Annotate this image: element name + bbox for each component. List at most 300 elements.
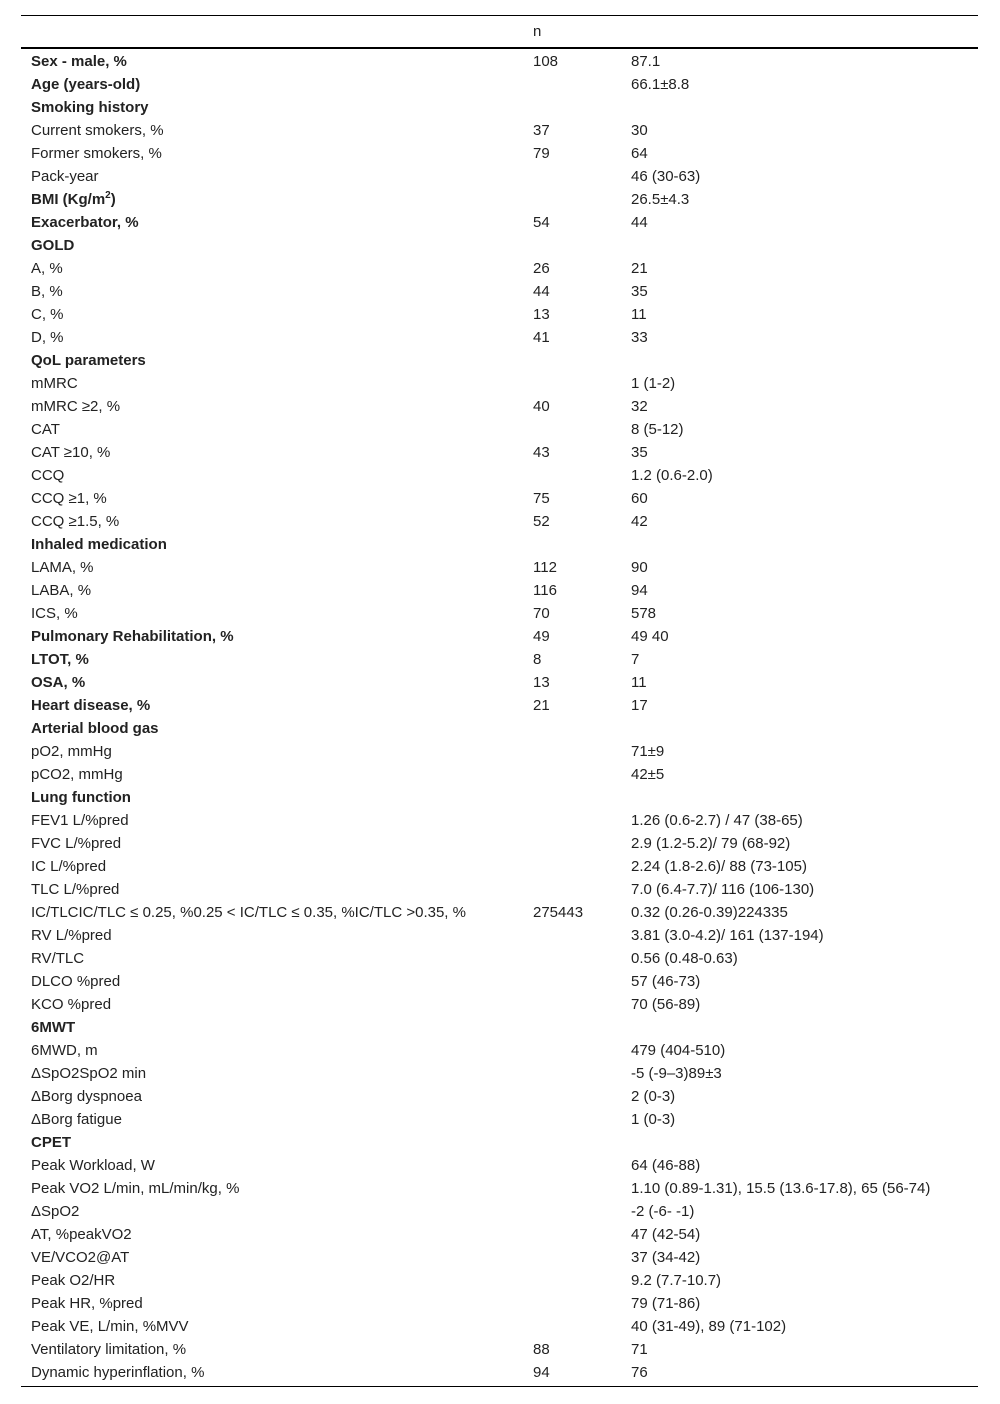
row-label-text: KCO %pred [31,996,112,1013]
row-n [523,96,621,119]
header-cell-label [21,16,523,49]
table-row [21,464,978,487]
row-label [21,832,523,855]
row-n: 40 [533,398,550,415]
row-label [21,165,523,188]
table-row [21,648,978,671]
row-label-text: Sex - male, % [31,53,127,70]
row-label [21,717,523,740]
table-row [21,855,978,878]
table-row [21,993,978,1016]
characteristics-table [21,15,978,1387]
row-value [621,349,978,372]
row-n: 13 [533,674,550,691]
row-n: 75 [533,490,550,507]
row-label [21,96,523,119]
row-n: 94 [533,1364,550,1381]
row-value [621,96,978,119]
row-value: 37 (34-42) [631,1249,701,1266]
table-row [21,1246,978,1269]
row-n: 37 [533,122,550,139]
table-row [21,878,978,901]
row-label [21,786,523,809]
row-n: 116 [533,582,557,599]
row-label-text: Dynamic hyperinflation, % [31,1364,205,1381]
row-label-text: A, % [31,260,63,277]
row-label [21,395,523,418]
row-n: 8 [533,651,542,668]
table-row [21,1338,978,1361]
row-n [523,878,621,901]
row-label-text: Age (years-old) [31,76,141,93]
row-label-text: VE/VCO2@AT [31,1249,130,1266]
table-row [21,96,978,119]
row-label [21,1338,523,1361]
row-n [523,1039,621,1062]
row-label [21,970,523,993]
row-n [523,1292,621,1315]
table-row [21,832,978,855]
row-label-text: Lung function [31,789,131,806]
table-row [21,1361,978,1387]
row-n: 26 [533,260,550,277]
table-row [21,257,978,280]
row-value: 35 [631,444,648,461]
table-row [21,188,978,211]
row-label [21,142,523,165]
row-label [21,188,523,211]
row-n [523,1246,621,1269]
row-n: 21 [533,697,550,714]
row-label-text: BMI (Kg/m [31,191,106,208]
row-label [21,1062,523,1085]
row-label-text: CAT [31,421,60,438]
row-label [21,924,523,947]
row-value: 2 (0-3) [631,1088,676,1105]
row-n: 49 [533,628,550,645]
table-row [21,73,978,96]
row-label [21,1131,523,1154]
row-n [523,832,621,855]
row-label-text: mMRC ≥2, % [31,398,121,415]
row-label [21,1177,523,1200]
row-label [21,533,523,556]
row-value: 1.10 (0.89-1.31), 15.5 (13.6-17.8), 65 (56-74) [631,1180,931,1197]
row-value: 2.24 (1.8-2.6)/ 88 (73-105) [631,858,807,875]
row-label-text: ΔBorg dyspnoea [31,1088,142,1105]
row-n [523,855,621,878]
table-row [21,579,978,602]
row-label [21,510,523,533]
row-label [21,1361,523,1387]
row-label-text: LAMA, % [31,559,94,576]
row-value: 44 [631,214,648,231]
row-value: 33 [631,329,648,346]
row-value: 49 40 [631,628,669,645]
row-n: 112 [533,559,557,576]
table-row [21,1269,978,1292]
row-label-text: CCQ ≥1.5, % [31,513,120,530]
row-n: 52 [533,513,550,530]
table-row [21,947,978,970]
row-n [523,1085,621,1108]
row-value: 79 (71-86) [631,1295,701,1312]
row-label [21,809,523,832]
row-label [21,234,523,257]
header-cell-n: n [533,23,542,40]
table-row [21,1131,978,1154]
table-row [21,786,978,809]
table-row [21,1085,978,1108]
row-label-text: Heart disease, % [31,697,151,714]
row-label-text: C, % [31,306,64,323]
table-row [21,280,978,303]
row-label-text: Pulmonary Rehabilitation, % [31,628,234,645]
row-label-text: OSA, % [31,674,86,691]
row-value: 21 [631,260,648,277]
table-row [21,1223,978,1246]
table-row [21,556,978,579]
row-label [21,648,523,671]
row-label [21,1039,523,1062]
row-label-text: CAT ≥10, % [31,444,111,461]
characteristics-table-container [21,15,978,1387]
row-n [523,1223,621,1246]
row-label [21,418,523,441]
row-label-text: LTOT, % [31,651,89,668]
row-label-text: ICS, % [31,605,78,622]
row-value [621,717,978,740]
row-n [523,372,621,395]
row-n [523,464,621,487]
row-label [21,1154,523,1177]
row-n [523,740,621,763]
row-label [21,1108,523,1131]
table-row [21,165,978,188]
row-label [21,625,523,648]
row-value: 40 (31-49), 89 (71-102) [631,1318,787,1335]
row-label-text: Peak VE, L/min, %MVV [31,1318,189,1335]
row-n: 108 [533,53,559,70]
row-label-text: TLC L/%pred [31,881,120,898]
row-label-text: CPET [31,1134,72,1151]
row-label-text: ΔSpO2SpO2 min [31,1065,147,1082]
table-header [21,16,978,49]
row-n [523,1131,621,1154]
row-value: 11 [631,674,647,691]
row-label [21,211,523,234]
row-value: 64 (46-88) [631,1157,701,1174]
row-label [21,280,523,303]
row-n: 79 [533,145,550,162]
row-value: 9.2 (7.7-10.7) [631,1272,722,1289]
row-value: 70 (56-89) [631,996,701,1013]
row-value: 42±5 [631,766,665,783]
row-label-text: QoL parameters [31,352,146,369]
row-value: 64 [631,145,648,162]
row-label-text: Arterial blood gas [31,720,159,737]
row-value [621,1131,978,1154]
row-label-text: CCQ ≥1, % [31,490,107,507]
row-label [21,556,523,579]
row-value: 1.26 (0.6-2.7) / 47 (38-65) [631,812,803,829]
row-label [21,1016,523,1039]
table-body [21,48,978,1387]
row-label-text: Inhaled medication [31,536,167,553]
row-n [523,993,621,1016]
table-row [21,970,978,993]
table-row [21,694,978,717]
row-value: 1.2 (0.6-2.0) [631,467,713,484]
row-n [523,1016,621,1039]
row-label-text: ΔSpO2 [31,1203,80,1220]
row-label-text: B, % [31,283,63,300]
table-row [21,395,978,418]
table-row [21,763,978,786]
row-n [523,786,621,809]
row-value [621,533,978,556]
row-value: 71±9 [631,743,665,760]
row-n [523,349,621,372]
table-row [21,1315,978,1338]
row-label-text: mMRC [31,375,78,392]
row-label [21,441,523,464]
row-n [523,1200,621,1223]
row-label-text: LABA, % [31,582,92,599]
row-n: 70 [533,605,550,622]
row-label-suffix: ) [110,191,116,208]
row-n [523,73,621,96]
row-label-text: CCQ [31,467,65,484]
row-value: 7 [631,651,640,668]
row-label [21,326,523,349]
table-row [21,1039,978,1062]
row-value: 47 (42-54) [631,1226,701,1243]
row-label [21,579,523,602]
table-row [21,349,978,372]
row-value [621,1016,978,1039]
table-row [21,717,978,740]
table-row [21,809,978,832]
row-n [523,809,621,832]
table-row [21,1292,978,1315]
table-row [21,326,978,349]
row-value: 87.1 [631,53,661,70]
row-label [21,303,523,326]
row-n: 13 [533,306,550,323]
row-n [523,1269,621,1292]
row-n [523,533,621,556]
row-label [21,763,523,786]
row-n [523,1315,621,1338]
row-label [21,487,523,510]
row-label [21,73,523,96]
table-row [21,1016,978,1039]
row-value: 76 [631,1364,648,1381]
table-row [21,234,978,257]
row-label [21,740,523,763]
table-row [21,303,978,326]
row-label [21,694,523,717]
row-label-text: RV L/%pred [31,927,112,944]
row-label-superscript: 2 [105,190,111,201]
table-row [21,1177,978,1200]
row-label-text: AT, %peakVO2 [31,1226,132,1243]
table-row [21,533,978,556]
row-value: 11 [631,306,647,323]
row-value: 2.9 (1.2-5.2)/ 79 (68-92) [631,835,791,852]
row-label [21,671,523,694]
row-n [523,418,621,441]
table-row [21,441,978,464]
row-n [523,188,621,211]
table-row [21,625,978,648]
row-n [523,1062,621,1085]
row-label-text: pO2, mmHg [31,743,112,760]
table-row [21,48,978,73]
row-label-text: Current smokers, % [31,122,164,139]
table-row [21,602,978,625]
row-value: 32 [631,398,648,415]
row-value [621,234,978,257]
row-value [621,786,978,809]
table-row [21,211,978,234]
row-label [21,349,523,372]
row-label-text: 6MWT [31,1019,76,1036]
row-label-text: RV/TLC [31,950,85,967]
row-value: 1 (0-3) [631,1111,676,1128]
table-row [21,740,978,763]
row-label-text: Former smokers, % [31,145,162,162]
row-label-text: Peak O2/HR [31,1272,116,1289]
row-n [523,1108,621,1131]
row-value: 1 (1-2) [631,375,676,392]
row-label [21,464,523,487]
row-label [21,878,523,901]
header-row [21,16,978,49]
row-label [21,119,523,142]
row-value: 60 [631,490,648,507]
row-label [21,257,523,280]
row-value: 57 (46-73) [631,973,701,990]
row-value: 3.81 (3.0-4.2)/ 161 (137-194) [631,927,824,944]
row-value: 30 [631,122,648,139]
row-value: 35 [631,283,648,300]
row-value: 66.1±8.8 [631,76,690,93]
row-value: 90 [631,559,648,576]
row-label-text: GOLD [31,237,75,254]
row-label-text: IC L/%pred [31,858,107,875]
row-n [523,165,621,188]
row-label-text: Peak HR, %pred [31,1295,143,1312]
row-value: 0.32 (0.26-0.39)224335 [631,904,788,921]
row-label-text: D, % [31,329,64,346]
row-label-text: Ventilatory limitation, % [31,1341,187,1358]
row-value: 46 (30-63) [631,168,701,185]
table-row [21,119,978,142]
row-label [21,602,523,625]
row-n [523,970,621,993]
row-label-text: IC/TLCIC/TLC ≤ 0.25, %0.25 < IC/TLC ≤ 0.35, %IC/TLC >0.35, % [31,904,466,921]
table-row [21,1154,978,1177]
row-label [21,372,523,395]
table-row [21,372,978,395]
row-label [21,993,523,1016]
row-n: 88 [533,1341,550,1358]
row-label-text: ΔBorg fatigue [31,1111,122,1128]
row-value: 578 [631,605,657,622]
row-value: 42 [631,513,648,530]
row-value: 71 [631,1341,648,1358]
table-row [21,418,978,441]
row-label-text: Peak Workload, W [31,1157,155,1174]
row-value: 8 (5-12) [631,421,684,438]
row-value: -2 (-6- -1) [631,1203,695,1220]
table-row [21,1108,978,1131]
row-n [523,763,621,786]
row-label-text: FEV1 L/%pred [31,812,129,829]
table-row [21,1200,978,1223]
row-label-text: 6MWD, m [31,1042,98,1059]
table-row [21,1062,978,1085]
row-label [21,1269,523,1292]
row-label-text: FVC L/%pred [31,835,122,852]
row-value: 26.5±4.3 [631,191,690,208]
table-row [21,924,978,947]
row-label [21,1246,523,1269]
table-row [21,510,978,533]
row-label-text: Peak VO2 L/min, mL/min/kg, % [31,1180,240,1197]
row-label-text: Exacerbator, % [31,214,139,231]
row-value: 0.56 (0.48-0.63) [631,950,738,967]
row-n [523,947,621,970]
row-n: 275443 [533,904,584,921]
row-label-text: DLCO %pred [31,973,121,990]
row-label-text: Smoking history [31,99,149,116]
row-value: 479 (404-510) [631,1042,726,1059]
row-label [21,1085,523,1108]
row-label-text: pCO2, mmHg [31,766,123,783]
row-label [21,1292,523,1315]
row-label [21,48,523,73]
row-value: 7.0 (6.4-7.7)/ 116 (106-130) [631,881,815,898]
row-n [523,717,621,740]
row-label [21,1315,523,1338]
row-n: 41 [533,329,550,346]
table-row [21,142,978,165]
row-label [21,1223,523,1246]
table-row [21,671,978,694]
row-n [523,924,621,947]
row-n: 54 [533,214,550,231]
table-row [21,487,978,510]
row-n [523,234,621,257]
row-n: 43 [533,444,550,461]
row-label [21,1200,523,1223]
row-value: 94 [631,582,648,599]
row-label [21,901,523,924]
row-label-text: Pack-year [31,168,99,185]
table-row [21,901,978,924]
row-label [21,855,523,878]
row-value: -5 (-9–3)89±3 [631,1065,722,1082]
header-cell-value [621,16,978,49]
row-n [523,1177,621,1200]
row-label [21,947,523,970]
row-n [523,1154,621,1177]
row-value: 17 [631,697,648,714]
row-n: 44 [533,283,550,300]
